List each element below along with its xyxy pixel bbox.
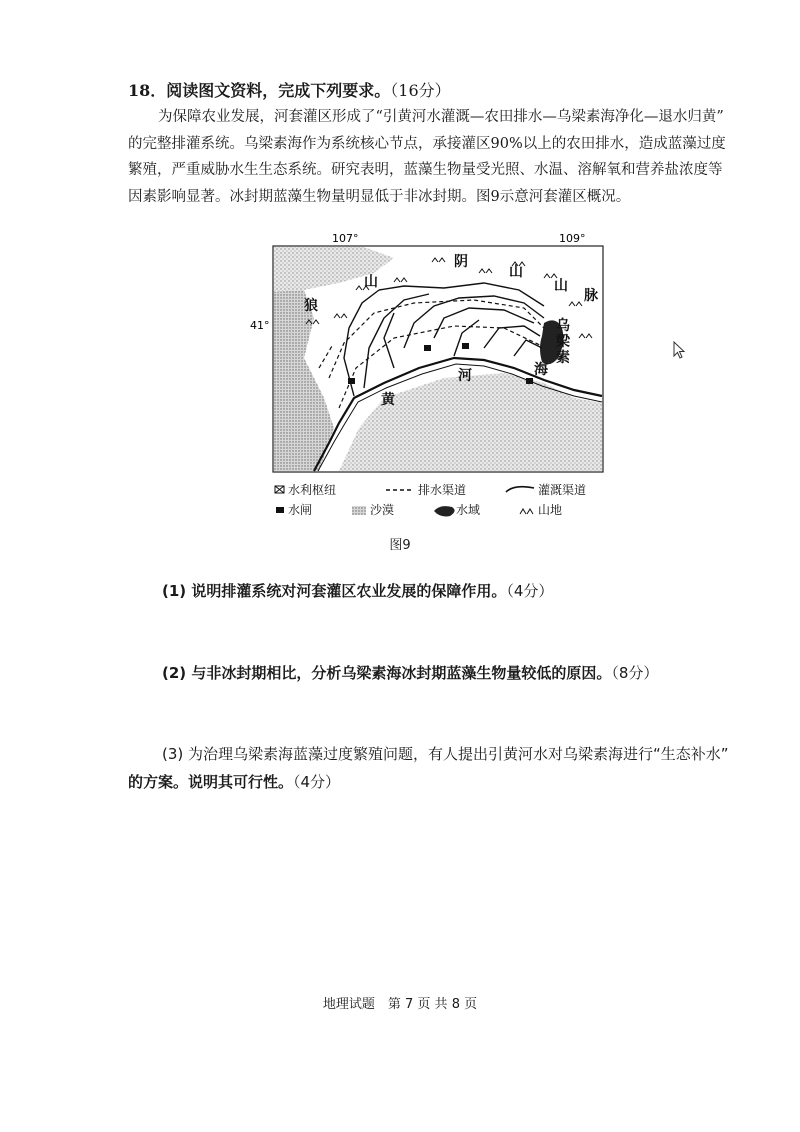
figure-map	[244, 228, 624, 528]
svg-text:水域: 水域	[456, 503, 481, 517]
svg-text:水闸: 水闸	[288, 503, 313, 517]
figure-caption: 图9	[389, 538, 411, 553]
hetao-map-svg	[244, 228, 624, 528]
hydraulic-hub	[348, 378, 355, 384]
legend-item-mountain	[520, 502, 562, 517]
subquestion-3-line-1: (3) 为治理乌梁素海蓝藻过度繁殖问题，有人提出引黄河水对乌梁素海进行“生态补水”	[162, 745, 729, 763]
label-liang: 梁	[556, 334, 570, 350]
svg-text:沙漠: 沙漠	[370, 503, 395, 517]
svg-text:排水渠道: 排水渠道	[418, 483, 467, 497]
label-mai: 脉	[584, 288, 598, 304]
legend-item-hub	[275, 482, 336, 497]
paragraph-line: 的完整排灌系统。乌梁素海作为系统核心节点，承接灌区90%以上的农田排水，造成蓝藻过度	[128, 135, 726, 152]
subquestion-3-line-2	[128, 768, 783, 796]
subquestion-3-line-2-text: 的方案。说明其可行性。	[128, 773, 294, 791]
paragraph-line: 因素影响显著。冰封期蓝藻生物量明显低于非冰封期。图9示意河套灌区概况。	[128, 188, 631, 205]
subquestion-1-text: (1) 说明排灌系统对河套灌区农业发展的保障作用。	[162, 582, 507, 600]
label-shan-3: 山	[364, 274, 378, 290]
subquestion-3-points: （4分）	[293, 773, 341, 791]
legend-item-drain	[386, 482, 466, 497]
water-gate	[462, 343, 469, 349]
water-gate	[424, 345, 431, 351]
subquestion-2-points: （8分）	[611, 664, 659, 682]
label-wu: 乌	[556, 318, 570, 334]
page-footer: 地理试题 第 7 页 共 8 页	[322, 997, 478, 1012]
label-shan-1: 山	[509, 264, 523, 280]
legend-item-water	[434, 502, 480, 517]
question-title	[128, 78, 451, 101]
legend-item-gate	[276, 502, 312, 517]
lon-label-109: 109°	[559, 232, 586, 245]
svg-text:灌溉渠道: 灌溉渠道	[538, 483, 587, 497]
subquestion-3	[128, 740, 783, 796]
map-legend	[275, 482, 586, 517]
question-number-title: 18．阅读图文资料，完成下列要求。	[128, 81, 391, 100]
paragraph-line: 为保障农业发展，河套灌区形成了“引黄河水灌溉—农田排水—乌梁素海净化—退水归黄”	[158, 109, 724, 125]
paragraph-line: 繁殖，严重威胁水生生态系统。研究表明，蓝藻生物量受光照、水温、溶解氧和营养盐浓度等	[128, 162, 723, 178]
label-lang: 狼	[304, 298, 318, 314]
lat-label-41: 41°	[250, 319, 270, 332]
lon-label-107: 107°	[332, 232, 359, 245]
label-huang: 黄	[381, 392, 395, 408]
svg-text:山地: 山地	[538, 503, 563, 517]
question-points: （16分）	[390, 81, 451, 100]
label-hai: 海	[534, 362, 548, 378]
legend-item-irrigation	[506, 482, 586, 497]
subquestion-1-points: （4分）	[506, 582, 554, 600]
label-yin: 阴	[454, 254, 468, 270]
label-he: 河	[458, 368, 472, 384]
water-gate	[526, 378, 533, 384]
svg-text:水利枢纽: 水利枢纽	[288, 483, 337, 497]
mouse-cursor-icon	[673, 341, 685, 359]
question-paragraph	[128, 104, 778, 210]
subquestion-2-text: (2) 与非冰封期相比，分析乌梁素海冰封期蓝藻生物量较低的原因。	[162, 664, 612, 682]
subquestion-1	[162, 580, 553, 601]
subquestion-2	[162, 662, 658, 683]
label-shan-2: 山	[554, 278, 568, 294]
label-su: 素	[556, 350, 570, 366]
legend-item-desert	[352, 502, 394, 517]
